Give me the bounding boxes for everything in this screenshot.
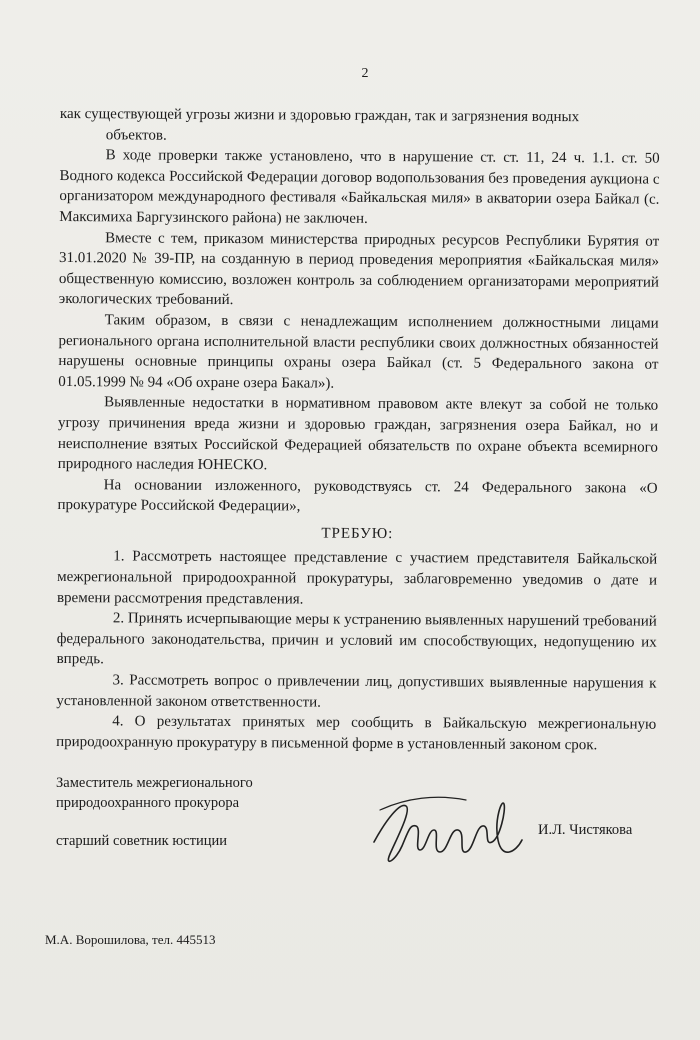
handwritten-signature <box>366 780 526 880</box>
paragraph-continuation: как существующей угрозы жизни и здоровью граждан, так и загрязнения водных <box>59 105 580 126</box>
paragraph-violations: Таким образом, в связи с ненадлежащим исполнением должностными лицами регионального органа исполнительной власти республики своих должностных обязанностей нарушены основные принципы охраны озера Байкал (ст. 5 Федерального закона от 01.05.1999 № 94 «Об охране озера Бакал»). <box>58 312 659 392</box>
document-body <box>56 104 660 756</box>
demand-item-3: 3. Рассмотреть вопрос о привлечении лиц, допустивших выявленные нарушения к установленной законом ответственности. <box>56 672 657 711</box>
executor-contact: М.А. Ворошилова, тел. 445513 <box>45 932 216 947</box>
demand-item-4: 4. О результатах принятых мер сообщить в Байкальскую межрегиональную природоохранную прокуратуру в письменной форме в установленный законом срок. <box>56 713 657 754</box>
demand-item-2: 2. Принять исчерпывающие меры к устранению выявленных нарушений требований федерального законодательства, причин и условий им способствующих, недопущению их впредь. <box>56 610 657 668</box>
signer-position-line2: природоохранного прокурора <box>56 795 240 811</box>
signer-position-line1: Заместитель межрегионального <box>56 775 253 791</box>
signer-rank: старший советник юстиции <box>56 833 227 849</box>
demand-item-1: 1. Рассмотреть настоящее представление с участием представителя Байкальской межрегиональной природоохранной прокуратуры, заблаговременно уведомив о дате и времени рассмотрения представления. <box>56 548 658 608</box>
page-number: 2 <box>361 66 369 81</box>
paragraph-water-code: В ходе проверки также установлено, что в нарушение ст. ст. 11, 24 ч. 1.1. ст. 50 Водного кодекса Российской Федерации договор водопользования без проведения аукциона с организатором международного фестиваля «Байкальская миля» в акватории озера Байкал (с. Максимиха Баргузинского района) не заключен. <box>59 147 660 227</box>
paragraph-continuation-end: объектов. <box>105 126 167 144</box>
demand-title: ТРЕБУЮ: <box>321 525 394 542</box>
paragraph-deficiencies: Выявленные недостатки в нормативном правовом акте влекут за собой не только угрозу причинения вреда жизни и здоровью граждан, загрязнения озера Байкал, но и неисполнение взятых Российской Федерацией обязательств по охране объекта всемирного природного наследия ЮНЕСКО. <box>57 394 659 474</box>
paragraph-legal-basis: На основании изложенного, руководствуясь ст. 24 Федерального закона «О прокуратуре Российской Федерации», <box>57 476 658 515</box>
signer-name: И.Л. Чистякова <box>538 822 633 838</box>
paragraph-ministry-order: Вместе с тем, приказом министерства природных ресурсов Республики Бурятия от 31.01.2020 № 39-ПР, на созданную в период проведения мероприятия «Байкальская миля» общественную комиссию, возложен контроль за соблюдением организаторами мероприятий экологических требований. <box>58 229 660 309</box>
